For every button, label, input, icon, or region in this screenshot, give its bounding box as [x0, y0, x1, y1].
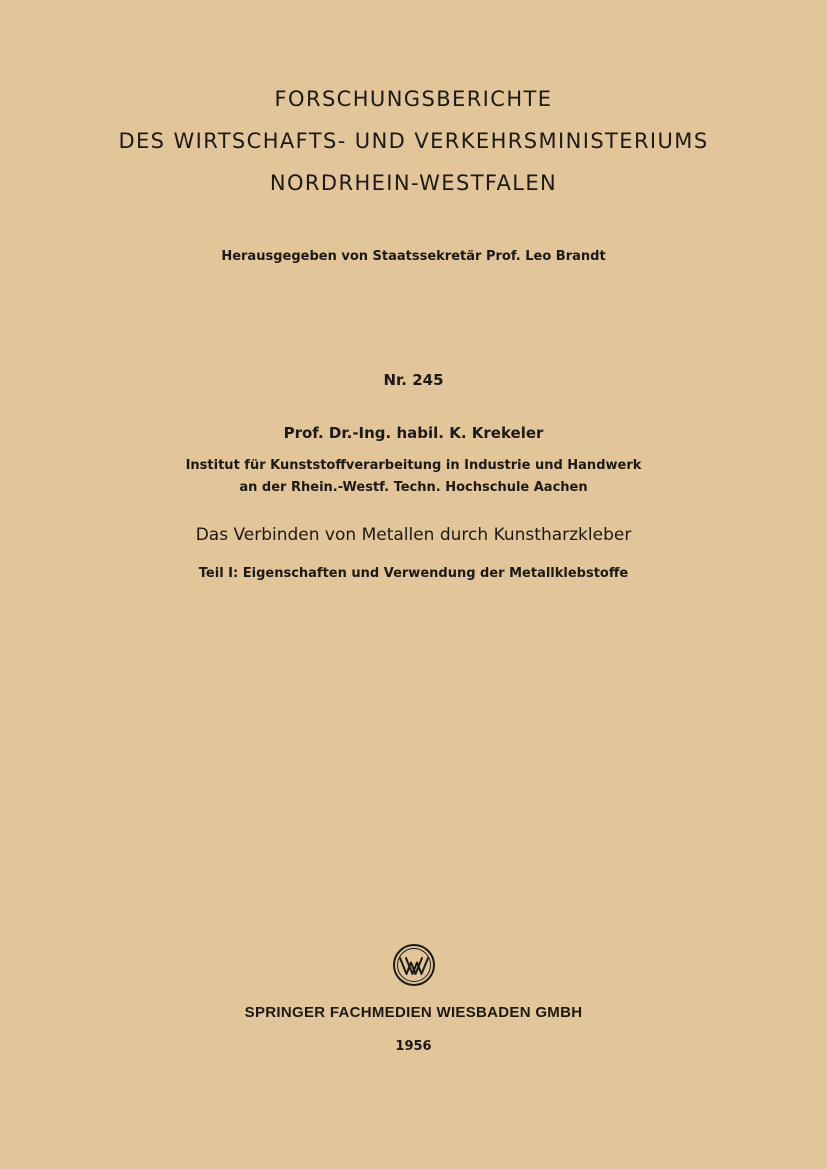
- series-title-line-3: NORDRHEIN-WESTFALEN: [269, 171, 558, 195]
- book-subtitle: Teil I: Eigenschaften und Verwendung der Metallklebstoffe: [198, 566, 629, 581]
- editor-credit: Herausgegeben von Staatssekretär Prof. Leo Brandt: [221, 249, 606, 264]
- publication-year: 1956: [395, 1039, 432, 1054]
- report-number: Nr. 245: [383, 371, 444, 389]
- book-title: Das Verbinden von Metallen durch Kunstharzkleber: [195, 525, 632, 545]
- author-name: Prof. Dr.-Ing. habil. K. Krekeler: [283, 424, 544, 442]
- institute-line-1: Institut für Kunststoffverarbeitung in Industrie und Handwerk: [185, 458, 642, 473]
- series-title-line-2: DES WIRTSCHAFTS- UND VERKEHRSMINISTERIUMS: [118, 129, 709, 153]
- institute-line-2: an der Rhein.-Westf. Techn. Hochschule Aachen: [239, 480, 588, 495]
- series-title-line-1: FORSCHUNGSBERICHTE: [274, 87, 553, 111]
- publisher-name: SPRINGER FACHMEDIEN WIESBADEN GMBH: [244, 1004, 583, 1021]
- westdeutscher-verlag-logo-icon: [392, 943, 436, 987]
